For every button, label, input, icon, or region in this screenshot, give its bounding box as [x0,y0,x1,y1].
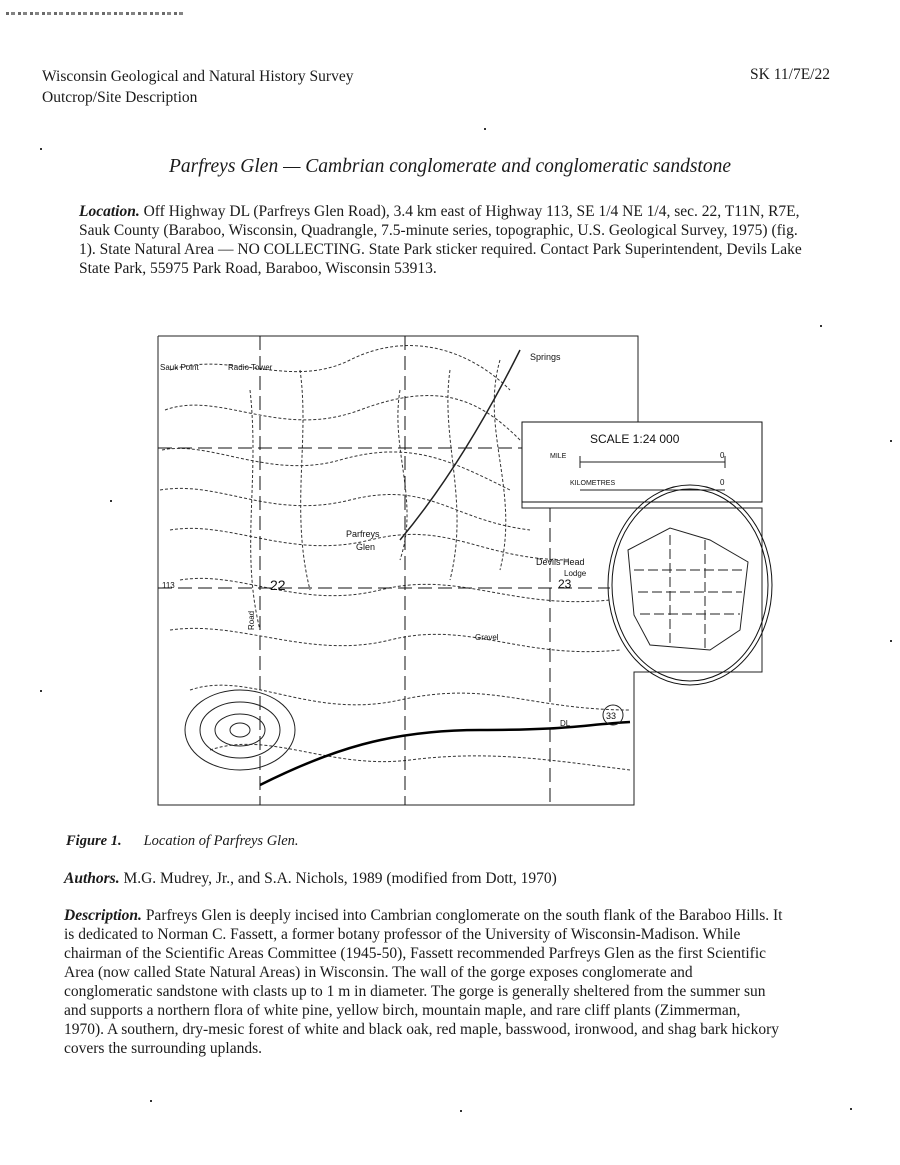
location-paragraph [79,202,809,278]
authors-paragraph [64,869,824,888]
scale-zero-miles: 0 [720,451,725,460]
map-label-sauk-point: Sauk Point [160,363,199,372]
scan-speck [850,1108,852,1110]
organization-name: Wisconsin Geological and Natural History Survey [42,68,354,85]
site-code: SK 11/7E/22 [750,66,830,83]
description-paragraph [64,906,784,1058]
scan-speck [460,1110,462,1112]
map-label-section-22: 22 [270,577,286,593]
location-map [150,330,780,810]
wisconsin-inset [608,485,772,685]
scan-speck [40,148,42,150]
map-label-route-dl: DL [560,719,571,728]
map-label-gravel: Gravel [475,633,499,642]
scan-speck [150,1100,152,1102]
authors-text: M.G. Mudrey, Jr., and S.A. Nichols, 1989 (modified from Dott, 1970) [123,870,557,887]
location-text: Off Highway DL (Parfreys Glen Road), 3.4 km east of Highway 113, SE 1/4 NE 1/4, sec. 22, T11N, R7E, Sauk County (Baraboo, Wisconsin, Quadrangle, 7.5-minute series, topographic, U.S. Geological Survey, 1975) (fig. 1). State Natural Area — NO COLLECTING. State Park sticker required. Contact Park Superintendent, Devils Lake State Park, 55975 Park Road, Baraboo, Wisconsin 53913. [79,203,802,277]
scan-speck [890,640,892,642]
scan-speck [820,325,822,327]
figure-number: Figure 1. [66,833,122,849]
map-label-route-113: 113 [162,581,175,590]
document-header [42,66,353,108]
map-label-radio-tower: Radio Tower [228,363,273,372]
figure-caption-text: Location of Parfreys Glen. [143,833,299,849]
description-label: Description. [64,907,142,924]
scan-speck [890,440,892,442]
scan-speck [110,500,112,502]
scale-title: SCALE 1:24 000 [590,432,680,446]
map-label-road: Road [247,610,256,630]
map-label-section-23: 23 [558,577,572,591]
description-text: Parfreys Glen is deeply incised into Cambrian conglomerate on the south flank of the Baraboo Hills. It is dedicated to Norman C. Fassett, a former botany professor of the University of Wisconsin-Madison. While chairman of the Scientific Areas Committee (1945-50), Fassett recommended Parfreys Glen as the first Scientific Area (now called State Natural Areas) in Wisconsin. The wall of the gorge exposes conglomerate and conglomeratic sandstone with clasts up to 1 m in diameter. The gorge is generally sheltered from the summer sun and supports a northern flora of white pine, yellow birch, mountain maple, and rare cliff plants (Zimmerman, 1970). A southern, dry-mesic forest of white and black oak, red maple, basswood, ironwood, and shag bark hickory covers the surrounding uplands. [64,907,783,1057]
map-label-glen: Glen [356,542,376,552]
scan-artifact [6,12,186,15]
location-label: Location. [79,203,140,220]
map-label-lodge: Lodge [564,569,587,578]
scan-speck [40,690,42,692]
map-label-springs: Springs [530,352,561,362]
map-label-route-33: 33 [606,711,617,721]
document-type: Outcrop/Site Description [42,89,198,106]
map-label-devils-head: Devils Head [536,557,585,567]
authors-label: Authors. [64,870,120,887]
figure-caption [66,833,299,850]
scale-zero-km: 0 [720,478,725,487]
scale-km-label: KILOMETRES [570,480,616,487]
page-title: Parfreys Glen — Cambrian conglomerate and conglomeratic sandstone [168,156,731,177]
scan-speck [484,128,486,130]
map-label-parfreys: Parfreys [346,529,380,539]
scale-miles-label: MILE [550,453,567,460]
